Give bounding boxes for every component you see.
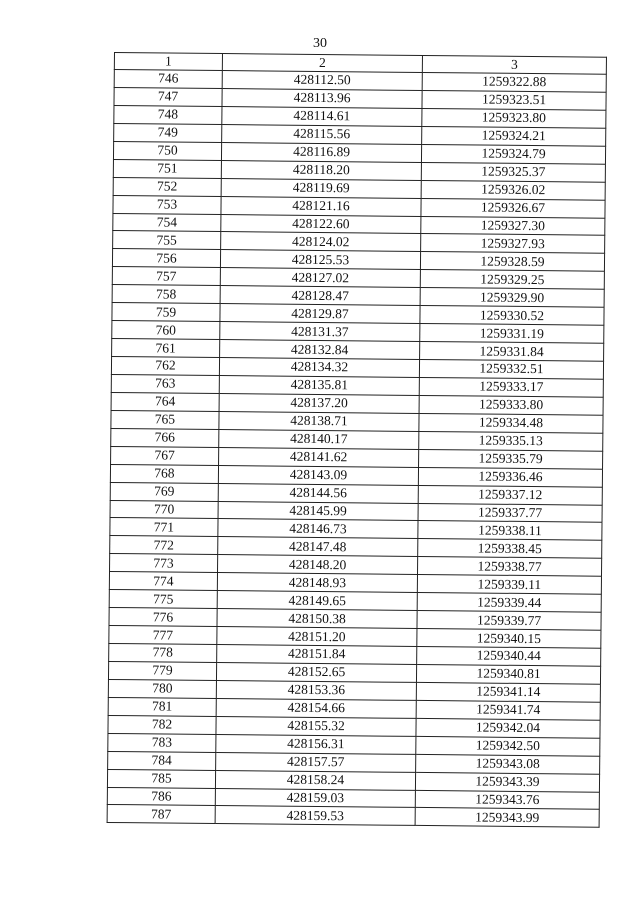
y-coordinate-cell: 1259329.90 bbox=[420, 288, 604, 308]
x-coordinate-cell: 428138.71 bbox=[219, 411, 419, 431]
point-number-cell: 782 bbox=[108, 715, 216, 734]
y-coordinate-cell: 1259336.46 bbox=[418, 467, 602, 487]
y-coordinate-cell: 1259327.30 bbox=[421, 216, 605, 236]
point-number-cell: 754 bbox=[113, 213, 221, 232]
point-number-cell: 784 bbox=[108, 751, 216, 770]
point-number-cell: 769 bbox=[110, 482, 218, 501]
x-coordinate-cell: 428119.69 bbox=[221, 178, 421, 198]
y-coordinate-cell: 1259333.80 bbox=[419, 395, 603, 415]
point-number-cell: 750 bbox=[113, 141, 221, 160]
point-number-cell: 770 bbox=[110, 500, 218, 519]
y-coordinate-cell: 1259323.51 bbox=[422, 90, 606, 110]
x-coordinate-cell: 428150.38 bbox=[217, 609, 417, 629]
x-coordinate-cell: 428148.93 bbox=[217, 573, 417, 593]
point-number-cell: 776 bbox=[109, 608, 217, 627]
x-coordinate-cell: 428122.60 bbox=[221, 214, 421, 234]
x-coordinate-cell: 428149.65 bbox=[217, 591, 417, 611]
table-row bbox=[107, 805, 599, 828]
x-coordinate-cell: 428146.73 bbox=[218, 519, 418, 539]
point-number-cell: 779 bbox=[108, 661, 216, 680]
x-coordinate-cell: 428132.84 bbox=[220, 340, 420, 360]
point-number-cell: 777 bbox=[109, 626, 217, 645]
point-number-cell: 780 bbox=[108, 679, 216, 698]
point-number-cell: 781 bbox=[108, 697, 216, 716]
x-coordinate-cell: 428151.84 bbox=[217, 645, 417, 665]
x-coordinate-cell: 428127.02 bbox=[220, 268, 420, 288]
y-coordinate-cell: 1259324.21 bbox=[422, 126, 606, 146]
point-number-cell: 772 bbox=[110, 536, 218, 555]
point-number-cell: 763 bbox=[111, 374, 219, 393]
y-coordinate-cell: 1259340.44 bbox=[417, 646, 601, 666]
point-number-cell: 761 bbox=[112, 339, 220, 358]
y-coordinate-cell: 1259340.15 bbox=[417, 628, 601, 648]
x-coordinate-cell: 428158.24 bbox=[215, 770, 415, 790]
point-number-cell: 771 bbox=[110, 518, 218, 537]
x-coordinate-cell: 428159.53 bbox=[215, 806, 415, 826]
x-coordinate-cell: 428147.48 bbox=[218, 537, 418, 557]
y-coordinate-cell: 1259326.02 bbox=[421, 180, 605, 200]
table-body bbox=[107, 53, 606, 828]
x-coordinate-cell: 428114.61 bbox=[222, 106, 422, 126]
y-coordinate-cell: 1259333.17 bbox=[419, 377, 603, 397]
y-coordinate-cell: 1259339.11 bbox=[417, 575, 601, 595]
y-coordinate-cell: 1259328.59 bbox=[420, 252, 604, 272]
x-coordinate-cell: 428140.17 bbox=[219, 429, 419, 449]
point-number-cell: 766 bbox=[111, 428, 219, 447]
point-number-cell: 755 bbox=[113, 231, 221, 250]
x-coordinate-cell: 428116.89 bbox=[221, 142, 421, 162]
point-number-cell: 762 bbox=[111, 356, 219, 375]
point-number-cell: 747 bbox=[114, 87, 222, 106]
x-coordinate-cell: 428137.20 bbox=[219, 393, 419, 413]
x-coordinate-cell: 428121.16 bbox=[221, 196, 421, 216]
x-coordinate-cell: 428131.37 bbox=[220, 322, 420, 342]
y-coordinate-cell: 1259340.81 bbox=[416, 664, 600, 684]
column-header-1: 1 bbox=[114, 53, 222, 71]
point-number-cell: 767 bbox=[111, 446, 219, 465]
x-coordinate-cell: 428143.09 bbox=[218, 465, 418, 485]
x-coordinate-cell: 428118.20 bbox=[221, 160, 421, 180]
point-number-cell: 757 bbox=[112, 267, 220, 286]
y-coordinate-cell: 1259332.51 bbox=[419, 359, 603, 379]
y-coordinate-cell: 1259329.25 bbox=[420, 270, 604, 290]
column-header-2: 2 bbox=[222, 54, 422, 73]
x-coordinate-cell: 428144.56 bbox=[218, 483, 418, 503]
x-coordinate-cell: 428125.53 bbox=[220, 250, 420, 270]
y-coordinate-cell: 1259338.45 bbox=[418, 539, 602, 559]
y-coordinate-cell: 1259335.13 bbox=[419, 431, 603, 451]
y-coordinate-cell: 1259343.39 bbox=[415, 772, 599, 792]
x-coordinate-cell: 428145.99 bbox=[218, 501, 418, 521]
y-coordinate-cell: 1259335.79 bbox=[419, 449, 603, 469]
y-coordinate-cell: 1259337.77 bbox=[418, 503, 602, 523]
y-coordinate-cell: 1259338.77 bbox=[417, 557, 601, 577]
x-coordinate-cell: 428152.65 bbox=[216, 662, 416, 682]
column-header-3: 3 bbox=[422, 55, 606, 74]
point-number-cell: 774 bbox=[109, 572, 217, 591]
point-number-cell: 778 bbox=[109, 643, 217, 662]
point-number-cell: 748 bbox=[114, 105, 222, 124]
x-coordinate-cell: 428141.62 bbox=[219, 447, 419, 467]
y-coordinate-cell: 1259324.79 bbox=[421, 144, 605, 164]
y-coordinate-cell: 1259325.37 bbox=[421, 162, 605, 182]
y-coordinate-cell: 1259343.99 bbox=[415, 808, 599, 828]
point-number-cell: 775 bbox=[109, 590, 217, 609]
point-number-cell: 787 bbox=[107, 805, 215, 824]
point-number-cell: 749 bbox=[114, 123, 222, 142]
point-number-cell: 753 bbox=[113, 195, 221, 214]
point-number-cell: 752 bbox=[113, 177, 221, 196]
x-coordinate-cell: 428128.47 bbox=[220, 286, 420, 306]
x-coordinate-cell: 428156.31 bbox=[216, 734, 416, 754]
x-coordinate-cell: 428148.20 bbox=[218, 555, 418, 575]
point-number-cell: 758 bbox=[112, 285, 220, 304]
x-coordinate-cell: 428153.36 bbox=[216, 680, 416, 700]
x-coordinate-cell: 428113.96 bbox=[222, 88, 422, 108]
x-coordinate-cell: 428112.50 bbox=[222, 71, 422, 91]
y-coordinate-cell: 1259330.52 bbox=[420, 306, 604, 326]
x-coordinate-cell: 428154.66 bbox=[216, 698, 416, 718]
point-number-cell: 785 bbox=[107, 769, 215, 788]
point-number-cell: 768 bbox=[110, 464, 218, 483]
y-coordinate-cell: 1259343.76 bbox=[415, 790, 599, 810]
coordinates-table bbox=[107, 52, 607, 828]
y-coordinate-cell: 1259323.80 bbox=[422, 108, 606, 128]
y-coordinate-cell: 1259334.48 bbox=[419, 413, 603, 433]
point-number-cell: 746 bbox=[114, 70, 222, 89]
point-number-cell: 773 bbox=[110, 554, 218, 573]
y-coordinate-cell: 1259327.93 bbox=[421, 234, 605, 254]
y-coordinate-cell: 1259339.44 bbox=[417, 593, 601, 613]
x-coordinate-cell: 428115.56 bbox=[222, 124, 422, 144]
y-coordinate-cell: 1259337.12 bbox=[418, 485, 602, 505]
x-coordinate-cell: 428129.87 bbox=[220, 304, 420, 324]
point-number-cell: 783 bbox=[108, 733, 216, 752]
y-coordinate-cell: 1259341.74 bbox=[416, 700, 600, 720]
point-number-cell: 760 bbox=[112, 321, 220, 340]
y-coordinate-cell: 1259322.88 bbox=[422, 72, 606, 92]
x-coordinate-cell: 428124.02 bbox=[221, 232, 421, 252]
x-coordinate-cell: 428159.03 bbox=[215, 788, 415, 808]
y-coordinate-cell: 1259326.67 bbox=[421, 198, 605, 218]
y-coordinate-cell: 1259331.19 bbox=[420, 324, 604, 344]
point-number-cell: 786 bbox=[107, 787, 215, 806]
point-number-cell: 756 bbox=[112, 249, 220, 268]
page-number: 30 bbox=[313, 36, 327, 51]
y-coordinate-cell: 1259342.04 bbox=[416, 718, 600, 738]
y-coordinate-cell: 1259338.11 bbox=[418, 521, 602, 541]
point-number-cell: 764 bbox=[111, 392, 219, 411]
y-coordinate-cell: 1259343.08 bbox=[416, 754, 600, 774]
point-number-cell: 759 bbox=[112, 303, 220, 322]
y-coordinate-cell: 1259342.50 bbox=[416, 736, 600, 756]
x-coordinate-cell: 428151.20 bbox=[217, 627, 417, 647]
x-coordinate-cell: 428157.57 bbox=[216, 752, 416, 772]
point-number-cell: 751 bbox=[113, 159, 221, 178]
x-coordinate-cell: 428135.81 bbox=[219, 375, 419, 395]
point-number-cell: 765 bbox=[111, 410, 219, 429]
x-coordinate-cell: 428134.32 bbox=[219, 358, 419, 378]
x-coordinate-cell: 428155.32 bbox=[216, 716, 416, 736]
y-coordinate-cell: 1259339.77 bbox=[417, 611, 601, 631]
coordinates-table-wrapper bbox=[107, 52, 606, 828]
y-coordinate-cell: 1259341.14 bbox=[416, 682, 600, 702]
y-coordinate-cell: 1259331.84 bbox=[420, 342, 604, 362]
